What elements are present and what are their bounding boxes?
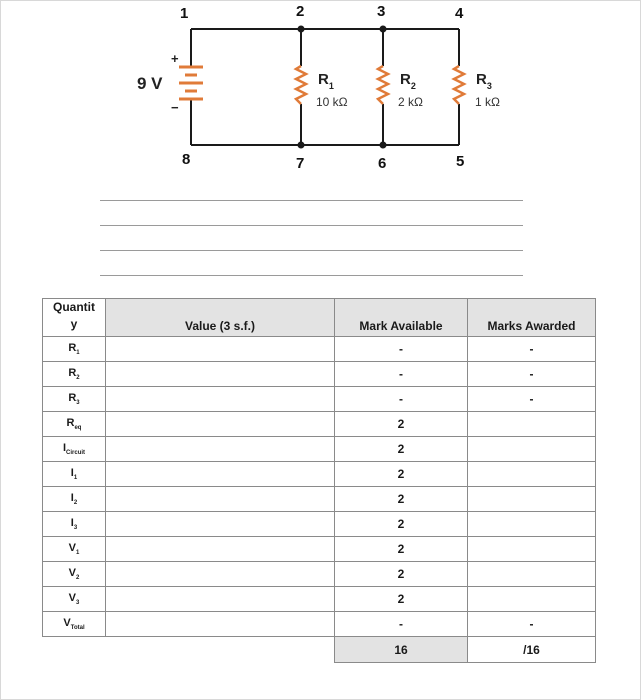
mark-available-cell: - [335, 612, 468, 637]
r2-label: $R_2$ [400, 71, 416, 91]
answer-lines [100, 200, 523, 300]
quantity-cell: $R_3$ [43, 387, 106, 412]
answer-line[interactable] [100, 200, 523, 201]
header-marks-awarded: Marks Awarded [468, 299, 596, 337]
quantity-cell: $V_{Total}$ [43, 612, 106, 637]
battery-symbol [179, 67, 203, 99]
r3-label: $R_3$ [476, 71, 492, 91]
node-label-6: 6 [378, 155, 387, 172]
value-cell[interactable] [106, 537, 335, 562]
marks-awarded-cell[interactable] [468, 487, 596, 512]
marks-awarded-cell[interactable]: - [468, 387, 596, 412]
node-label-4: 4 [455, 5, 464, 22]
table-row [43, 587, 596, 612]
marks-awarded-cell[interactable]: - [468, 337, 596, 362]
table-row [43, 437, 596, 462]
mark-available-cell: 2 [335, 437, 468, 462]
value-cell[interactable] [106, 462, 335, 487]
mark-available-cell: 2 [335, 587, 468, 612]
marks-awarded-cell[interactable]: - [468, 362, 596, 387]
mark-available-cell: 2 [335, 462, 468, 487]
quantity-cell: $I_3$ [43, 512, 106, 537]
quantity-cell: $V_3$ [43, 587, 106, 612]
marks-awarded-cell[interactable]: - [468, 612, 596, 637]
marks-awarded-cell[interactable] [468, 537, 596, 562]
value-cell[interactable] [106, 562, 335, 587]
answer-line[interactable] [100, 225, 523, 226]
marks-awarded-cell[interactable] [468, 587, 596, 612]
battery-plus-sign: + [171, 51, 179, 66]
header-quantity: Quantit y [43, 299, 106, 337]
quantity-cell: $I_1$ [43, 462, 106, 487]
r3-value: 1 kΩ [475, 95, 500, 109]
value-cell[interactable] [106, 487, 335, 512]
table-row [43, 412, 596, 437]
quantity-cell: $R_1$ [43, 337, 106, 362]
mark-available-cell: 2 [335, 412, 468, 437]
r1-label: $R_1$ [318, 71, 334, 91]
marks-awarded-cell[interactable] [468, 462, 596, 487]
quantity-cell: $R_{eq}$ [43, 412, 106, 437]
mark-available-cell: 2 [335, 562, 468, 587]
mark-available-cell: - [335, 337, 468, 362]
node-label-1: 1 [180, 5, 189, 22]
value-cell[interactable] [106, 612, 335, 637]
node-label-7: 7 [296, 155, 305, 172]
marks-awarded-cell[interactable] [468, 412, 596, 437]
quantity-cell: $I_{Circuit}$ [43, 437, 106, 462]
mark-available-cell: - [335, 387, 468, 412]
marks-awarded-cell[interactable] [468, 562, 596, 587]
battery-voltage-label: 9 V [137, 74, 163, 93]
table-row [43, 462, 596, 487]
junction-node-6 [380, 142, 387, 149]
value-cell[interactable] [106, 437, 335, 462]
table-row [43, 512, 596, 537]
total-marks-awarded: /16 [468, 637, 596, 663]
answer-line[interactable] [100, 250, 523, 251]
mark-available-cell: 2 [335, 537, 468, 562]
node-label-5: 5 [456, 153, 465, 170]
marks-awarded-cell[interactable] [468, 437, 596, 462]
junction-node-3 [380, 26, 387, 33]
mark-available-cell: - [335, 362, 468, 387]
resistor-r2-zigzag [378, 66, 388, 104]
r2-value: 2 kΩ [398, 95, 423, 109]
value-cell[interactable] [106, 412, 335, 437]
footer-blank [43, 637, 106, 663]
quantity-cell: $R_2$ [43, 362, 106, 387]
r1-value: 10 kΩ [316, 95, 348, 109]
value-cell[interactable] [106, 387, 335, 412]
answer-line[interactable] [100, 275, 523, 276]
table-row [43, 562, 596, 587]
marks-table [42, 298, 596, 663]
quantity-cell: $I_2$ [43, 487, 106, 512]
value-cell[interactable] [106, 337, 335, 362]
resistor-r3-zigzag [454, 66, 464, 104]
header-mark-available: Mark Available [335, 299, 468, 337]
junction-node-2 [298, 26, 305, 33]
table-row [43, 487, 596, 512]
footer-blank [106, 637, 335, 663]
table-row [43, 387, 596, 412]
junction-node-7 [298, 142, 305, 149]
value-cell[interactable] [106, 512, 335, 537]
quantity-cell: $V_2$ [43, 562, 106, 587]
marks-awarded-cell[interactable] [468, 512, 596, 537]
battery-minus-sign: − [171, 100, 179, 115]
value-cell[interactable] [106, 587, 335, 612]
quantity-cell: $V_1$ [43, 537, 106, 562]
node-label-2: 2 [296, 3, 305, 20]
table-row [43, 337, 596, 362]
table-row [43, 362, 596, 387]
resistor-r1-zigzag [296, 66, 306, 104]
total-mark-available: 16 [335, 637, 468, 663]
node-label-3: 3 [377, 3, 386, 20]
header-value: Value (3 s.f.) [106, 299, 335, 337]
value-cell[interactable] [106, 362, 335, 387]
table-row [43, 612, 596, 637]
mark-available-cell: 2 [335, 487, 468, 512]
mark-available-cell: 2 [335, 512, 468, 537]
circuit-diagram [0, 0, 641, 190]
junction-dots [298, 26, 387, 149]
node-label-8: 8 [182, 151, 191, 168]
table-row [43, 537, 596, 562]
